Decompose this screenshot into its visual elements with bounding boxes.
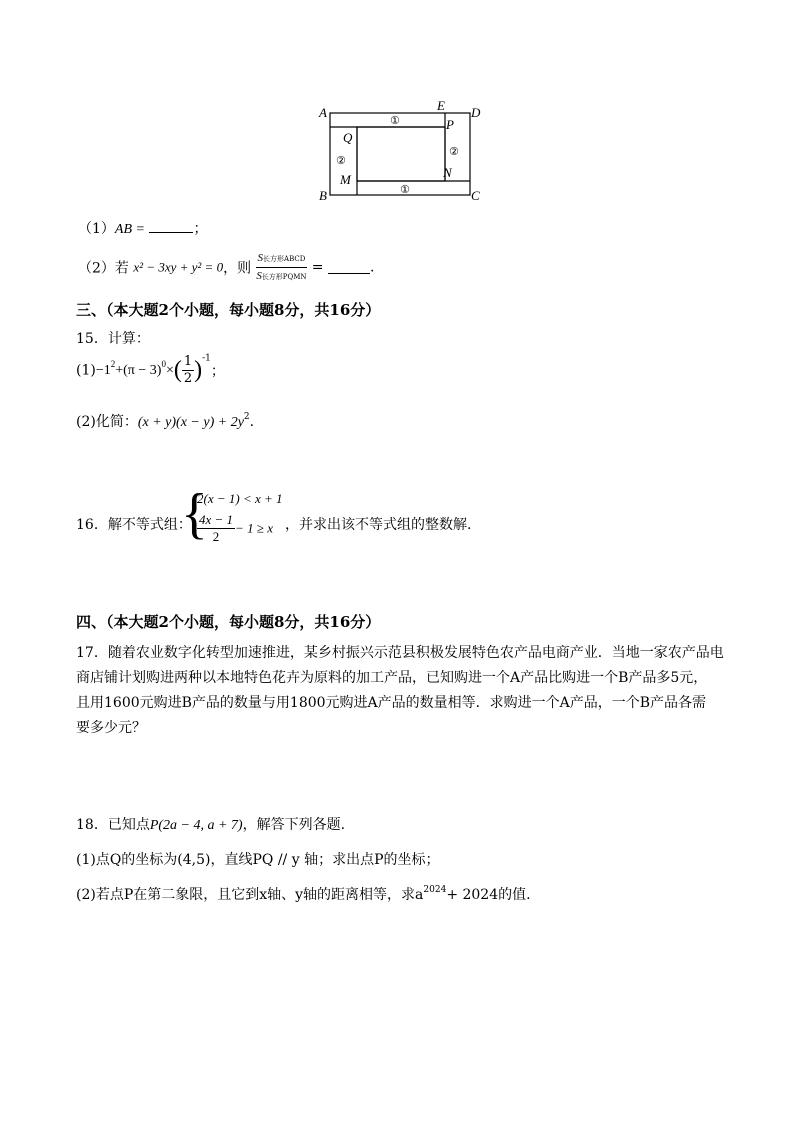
vertex-p: P: [446, 117, 454, 132]
q15-part2: (2)化简：$(x + y)(x - y) + 2y^2$.: [76, 412, 255, 430]
vertex-d: D: [471, 105, 481, 120]
section-4-title: 四、（本大题2个小题，每小题8分，共16分）: [76, 613, 381, 631]
rectangle-pqmn: [357, 127, 445, 181]
answer-blank-ratio[interactable]: [328, 261, 370, 274]
rectangle-figure: [315, 98, 490, 203]
q15-stem: 15．计算：: [76, 331, 150, 347]
vertex-q: Q: [343, 130, 353, 145]
inequality-line-1: 2(x − 1) < x + 1: [197, 491, 283, 506]
q15-part1: $(1)-1^2+(\pi - 3)^0\times$( $\frac{1}{2}$ )$^{-1}$；: [76, 353, 225, 386]
q14-part1: （1）AB = ；: [78, 221, 208, 237]
q17-line-3: 且用1600元购进B产品的数量与用1800元购进A产品的数量相等．求购进一个A产品，一个B产品各需: [76, 695, 707, 711]
q17-line-2: 商店铺计划购进两种以本地特色花卉为原料的加工产品，已知购进一个A产品比购进一个B产品多5元，: [76, 670, 708, 686]
answer-blank-ab[interactable]: [149, 220, 193, 233]
q14-part2: （2）若 x² − 3xy + y² = 0，则 $\frac{\text{S长方形ABCD}}{\text{S长方形PQMN}}$ = .: [78, 250, 374, 280]
label-1-top: ①: [390, 114, 400, 127]
section-3-title: 三、（本大题2个小题，每小题8分，共16分）: [76, 301, 381, 319]
q17-line-4: 要多少元？: [76, 720, 146, 736]
vertex-a: A: [319, 105, 327, 120]
q17-line-1: 17．随着农业数字化转型加速推进，某乡村振兴示范县积极发展特色农产品电商产业．当地一家农产品电: [76, 645, 724, 661]
area-ratio-fraction: $\frac{\text{S长方形ABCD}}{\text{S长方形PQMN}}$: [256, 252, 307, 282]
q18-part1: (1)点Q的坐标为(4,5)，直线PQ // y 轴；求出点P的坐标；: [76, 852, 440, 868]
vertex-c: C: [471, 188, 480, 203]
inequality-brace: {: [181, 483, 208, 545]
q16-stem: 16．解不等式组：: [76, 517, 192, 533]
vertex-n: N: [443, 165, 452, 180]
inequality-line-2: $\frac{4x - 1}{2}$ − 1 ≥ x: [199, 512, 273, 544]
fraction-one-half: $\frac{1}{2}$: [183, 354, 193, 386]
vertex-b: B: [319, 188, 327, 203]
label-2-left: ②: [336, 154, 346, 167]
q18-stem: 18．已知点P(2a − 4, a + 7)，解答下列各题.: [76, 817, 346, 833]
condition-equation: x² − 3xy + y² = 0: [133, 259, 224, 275]
point-p-coordinates: P(2a − 4, a + 7): [149, 818, 243, 833]
vertex-e: E: [437, 98, 445, 113]
q18-part2: (2)若点P在第二象限，且它到x轴、y轴的距离相等，求$a^{2024}+ 2024$的值.: [76, 885, 531, 903]
q16-tail: ，并求出该不等式组的整数解.: [285, 517, 472, 533]
label-2-right: ②: [449, 145, 459, 158]
vertex-m: M: [340, 172, 351, 187]
label-1-bottom: ①: [400, 183, 410, 196]
